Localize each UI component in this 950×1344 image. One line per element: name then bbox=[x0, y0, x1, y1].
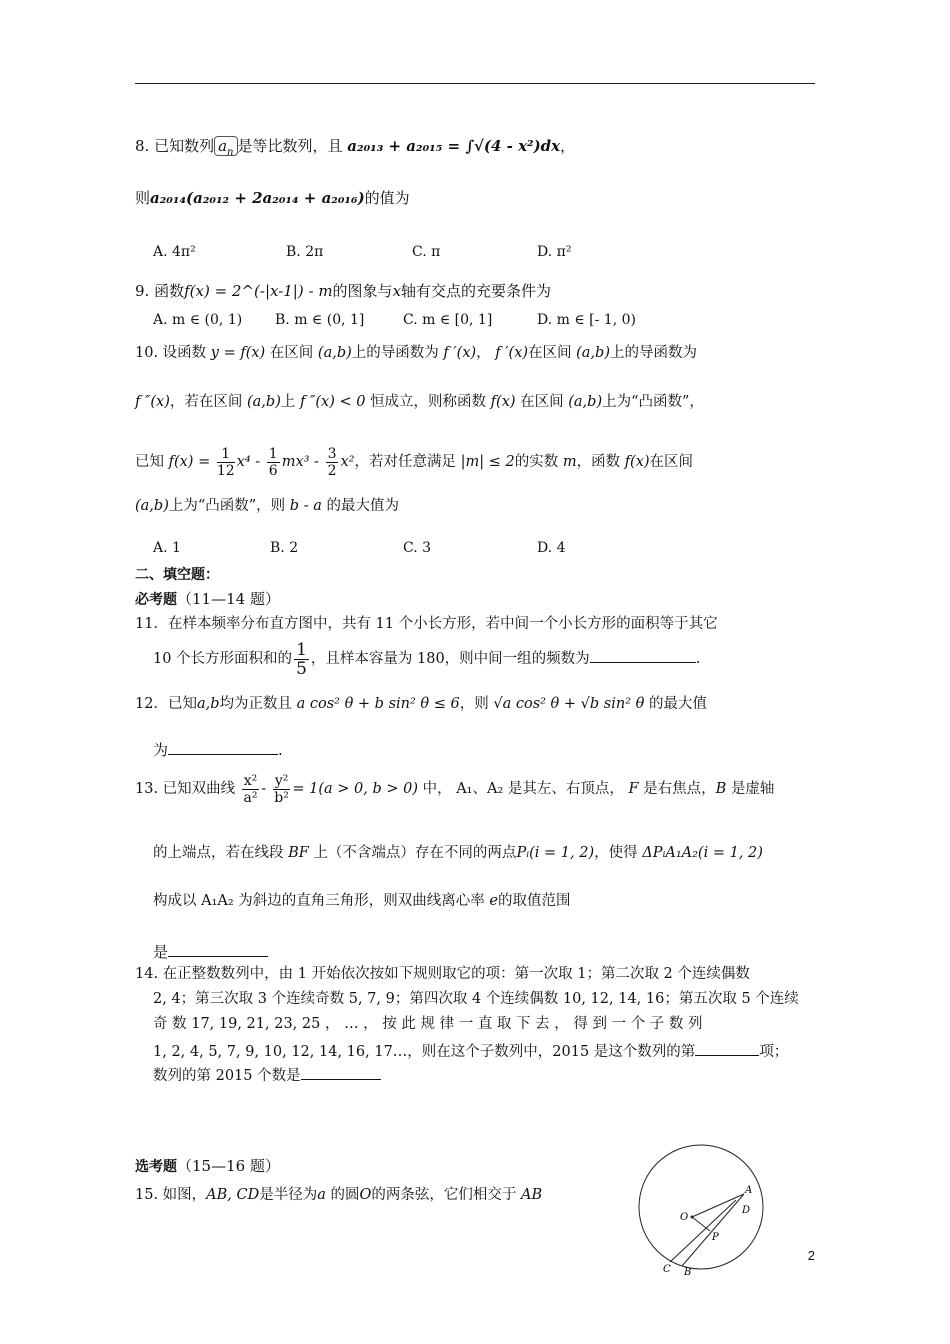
q9-option-c: C. m ∈ [0, 1] bbox=[403, 312, 493, 328]
chord-ab bbox=[682, 1194, 744, 1266]
label-p: P bbox=[712, 1232, 719, 1243]
chord-cd bbox=[670, 1200, 736, 1262]
q14-line3: 奇 数 17, 19, 21, 23, 25 ， … ， 按 此 规 律 一 直 取 下 去 ， 得 到 一 个 子 数 列 bbox=[153, 1016, 703, 1032]
elective-heading: 选考题（15—16 题） bbox=[135, 1157, 280, 1175]
q8-sequence: $a_n$ bbox=[214, 136, 237, 156]
q8-product-expr: a₂₀₁₄(a₂₀₁₂ + 2a₂₀₁₄ + a₂₀₁₆) bbox=[150, 189, 365, 207]
q9-function-expr: f(x) = 2^(-|x-1|) - m bbox=[184, 282, 333, 300]
q14-line2: 2, 4；第三次取 3 个连续奇数 5, 7, 9；第四次取 4 个连续偶数 10, 12, 14, 16；第五次取 5 个连续 bbox=[153, 991, 799, 1007]
q15-line1: 15. 如图，AB, CD是半径为a 的圆O的两条弦，它们相交于 AB bbox=[135, 1187, 543, 1203]
q9-option-d: D. m ∈ [- 1, 0) bbox=[537, 312, 636, 328]
page-number: 2 bbox=[807, 1248, 815, 1263]
q12-line2: 为 . bbox=[153, 738, 283, 760]
section-fill-in-title: 二、填空题： bbox=[135, 567, 219, 583]
q13-answer-blank[interactable] bbox=[168, 940, 268, 957]
q13-line3: 构成以 A₁A₂ 为斜边的直角三角形，则双曲线离心率 e的取值范围 bbox=[153, 893, 571, 909]
q8-option-c: C. π bbox=[412, 244, 441, 260]
q13-line2: 的上端点，若在线段 BF 上（不含端点）存在不同的两点Pᵢ(i = 1, 2)，使得 ΔPᵢA₁A₂(i = 1, 2) bbox=[153, 845, 763, 861]
q14-answer-blank-1[interactable] bbox=[695, 1039, 759, 1056]
label-o: O bbox=[680, 1212, 689, 1223]
label-a: A bbox=[745, 1185, 753, 1196]
q13-line1: 13. 已知双曲线 $\frac{\text{x²}}{\text{a²}}$ - $\frac{\text{y²}}{\text{b²}}$ = 1(a > 0, b > 0) 中， A₁、A₂ 是其左、右顶点， F 是右焦点，B 是虚轴 bbox=[135, 772, 775, 806]
q11-answer-blank[interactable] bbox=[590, 646, 696, 663]
label-d: D bbox=[742, 1205, 751, 1216]
q10-option-b: B. 2 bbox=[270, 540, 299, 556]
q8-option-d: D. π² bbox=[537, 244, 572, 260]
q14-line4: 1, 2, 4, 5, 7, 9, 10, 12, 14, 16, 17…，则在这个子数列中，2015 是这个数列的第 项； bbox=[153, 1039, 788, 1062]
label-c: C bbox=[663, 1264, 671, 1275]
q10-option-d: D. 4 bbox=[537, 540, 566, 556]
q8-prefix: 8. 已知数列 bbox=[135, 137, 215, 155]
q10-line3: 已知 f(x) = $\frac{1}{12}$ x⁴ - $\frac{1}{6}$ mx³ - $\frac{3}{2}$ x²，若对任意满足 |m| ≤ 2的实数 m，函数 f(x)在区间 bbox=[135, 445, 694, 479]
q10-line1: 10. 设函数 y = f(x) 在区间 (a,b)上的导函数为 f ′(x)， f ′(x)在区间 (a,b)上的导函数为 bbox=[135, 345, 697, 361]
q9-option-a: A. m ∈ (0, 1) bbox=[153, 312, 243, 328]
q8-mid: 是等比数列，且 bbox=[237, 137, 343, 155]
label-b: B bbox=[684, 1267, 692, 1278]
segment-oa bbox=[692, 1194, 744, 1217]
q11-line2: 10 个长方形面积和的 $\frac{1}{5}$ ，且样本容量为 180，则中间一组的频数为 . bbox=[153, 639, 701, 679]
center-point bbox=[691, 1216, 694, 1219]
q8-integral-expr: a₂₀₁₃ + a₂₀₁₅ = ∫√(4 - x²)dx bbox=[347, 137, 561, 155]
q8-value-of: 的值为 bbox=[364, 189, 410, 207]
header-rule bbox=[135, 83, 815, 84]
q8-then: 则 bbox=[135, 189, 151, 207]
q14-line5: 数列的第 2015 个数是 bbox=[153, 1063, 381, 1086]
q14-answer-blank-2[interactable] bbox=[301, 1063, 381, 1080]
q9-line: 9. 函数f(x) = 2^(-|x-1|) - m的图象与x轴有交点的充要条件为 bbox=[135, 282, 552, 300]
circle-chords-figure bbox=[630, 1138, 780, 1278]
q9-option-b: B. m ∈ (0, 1] bbox=[275, 312, 365, 328]
q8-option-b: B. 2π bbox=[286, 244, 324, 260]
q10-option-c: C. 3 bbox=[403, 540, 432, 556]
q12-answer-blank[interactable] bbox=[168, 738, 278, 755]
q10-line4: (a,b)上为“凸函数”，则 b - a 的最大值为 bbox=[135, 498, 399, 514]
q12-line1: 12．已知a,b均为正数且 a cos² θ + b sin² θ ≤ 6，则 √a cos² θ + √b sin² θ 的最大值 bbox=[135, 696, 707, 712]
q11-line1: 11．在样本频率分布直方图中，共有 11 个小长方形，若中间一个小长方形的面积等于其它 bbox=[135, 616, 718, 632]
segment-op bbox=[692, 1217, 710, 1231]
required-heading: 必考题（11—14 题） bbox=[135, 590, 280, 608]
q13-line4: 是 bbox=[153, 940, 268, 962]
q8-option-a: A. 4π² bbox=[153, 244, 196, 260]
q8-line2 bbox=[135, 188, 410, 208]
q10-option-a: A. 1 bbox=[153, 540, 181, 556]
q8-line1: 8. 已知数列 $a_n$ 是等比数列，且 a₂₀₁₃ + a₂₀₁₅ = ∫√(4 - x²)dx， bbox=[135, 137, 576, 158]
q10-line2: f ″(x)，若在区间 (a,b)上 f ″(x) < 0 恒成立，则称函数 f(x) 在区间 (a,b)上为“凸函数”， bbox=[135, 394, 704, 410]
q14-line1: 14. 在正整数数列中，由 1 开始依次按如下规则取它的项：第一次取 1；第二次取 2 个连续偶数 bbox=[135, 966, 750, 982]
